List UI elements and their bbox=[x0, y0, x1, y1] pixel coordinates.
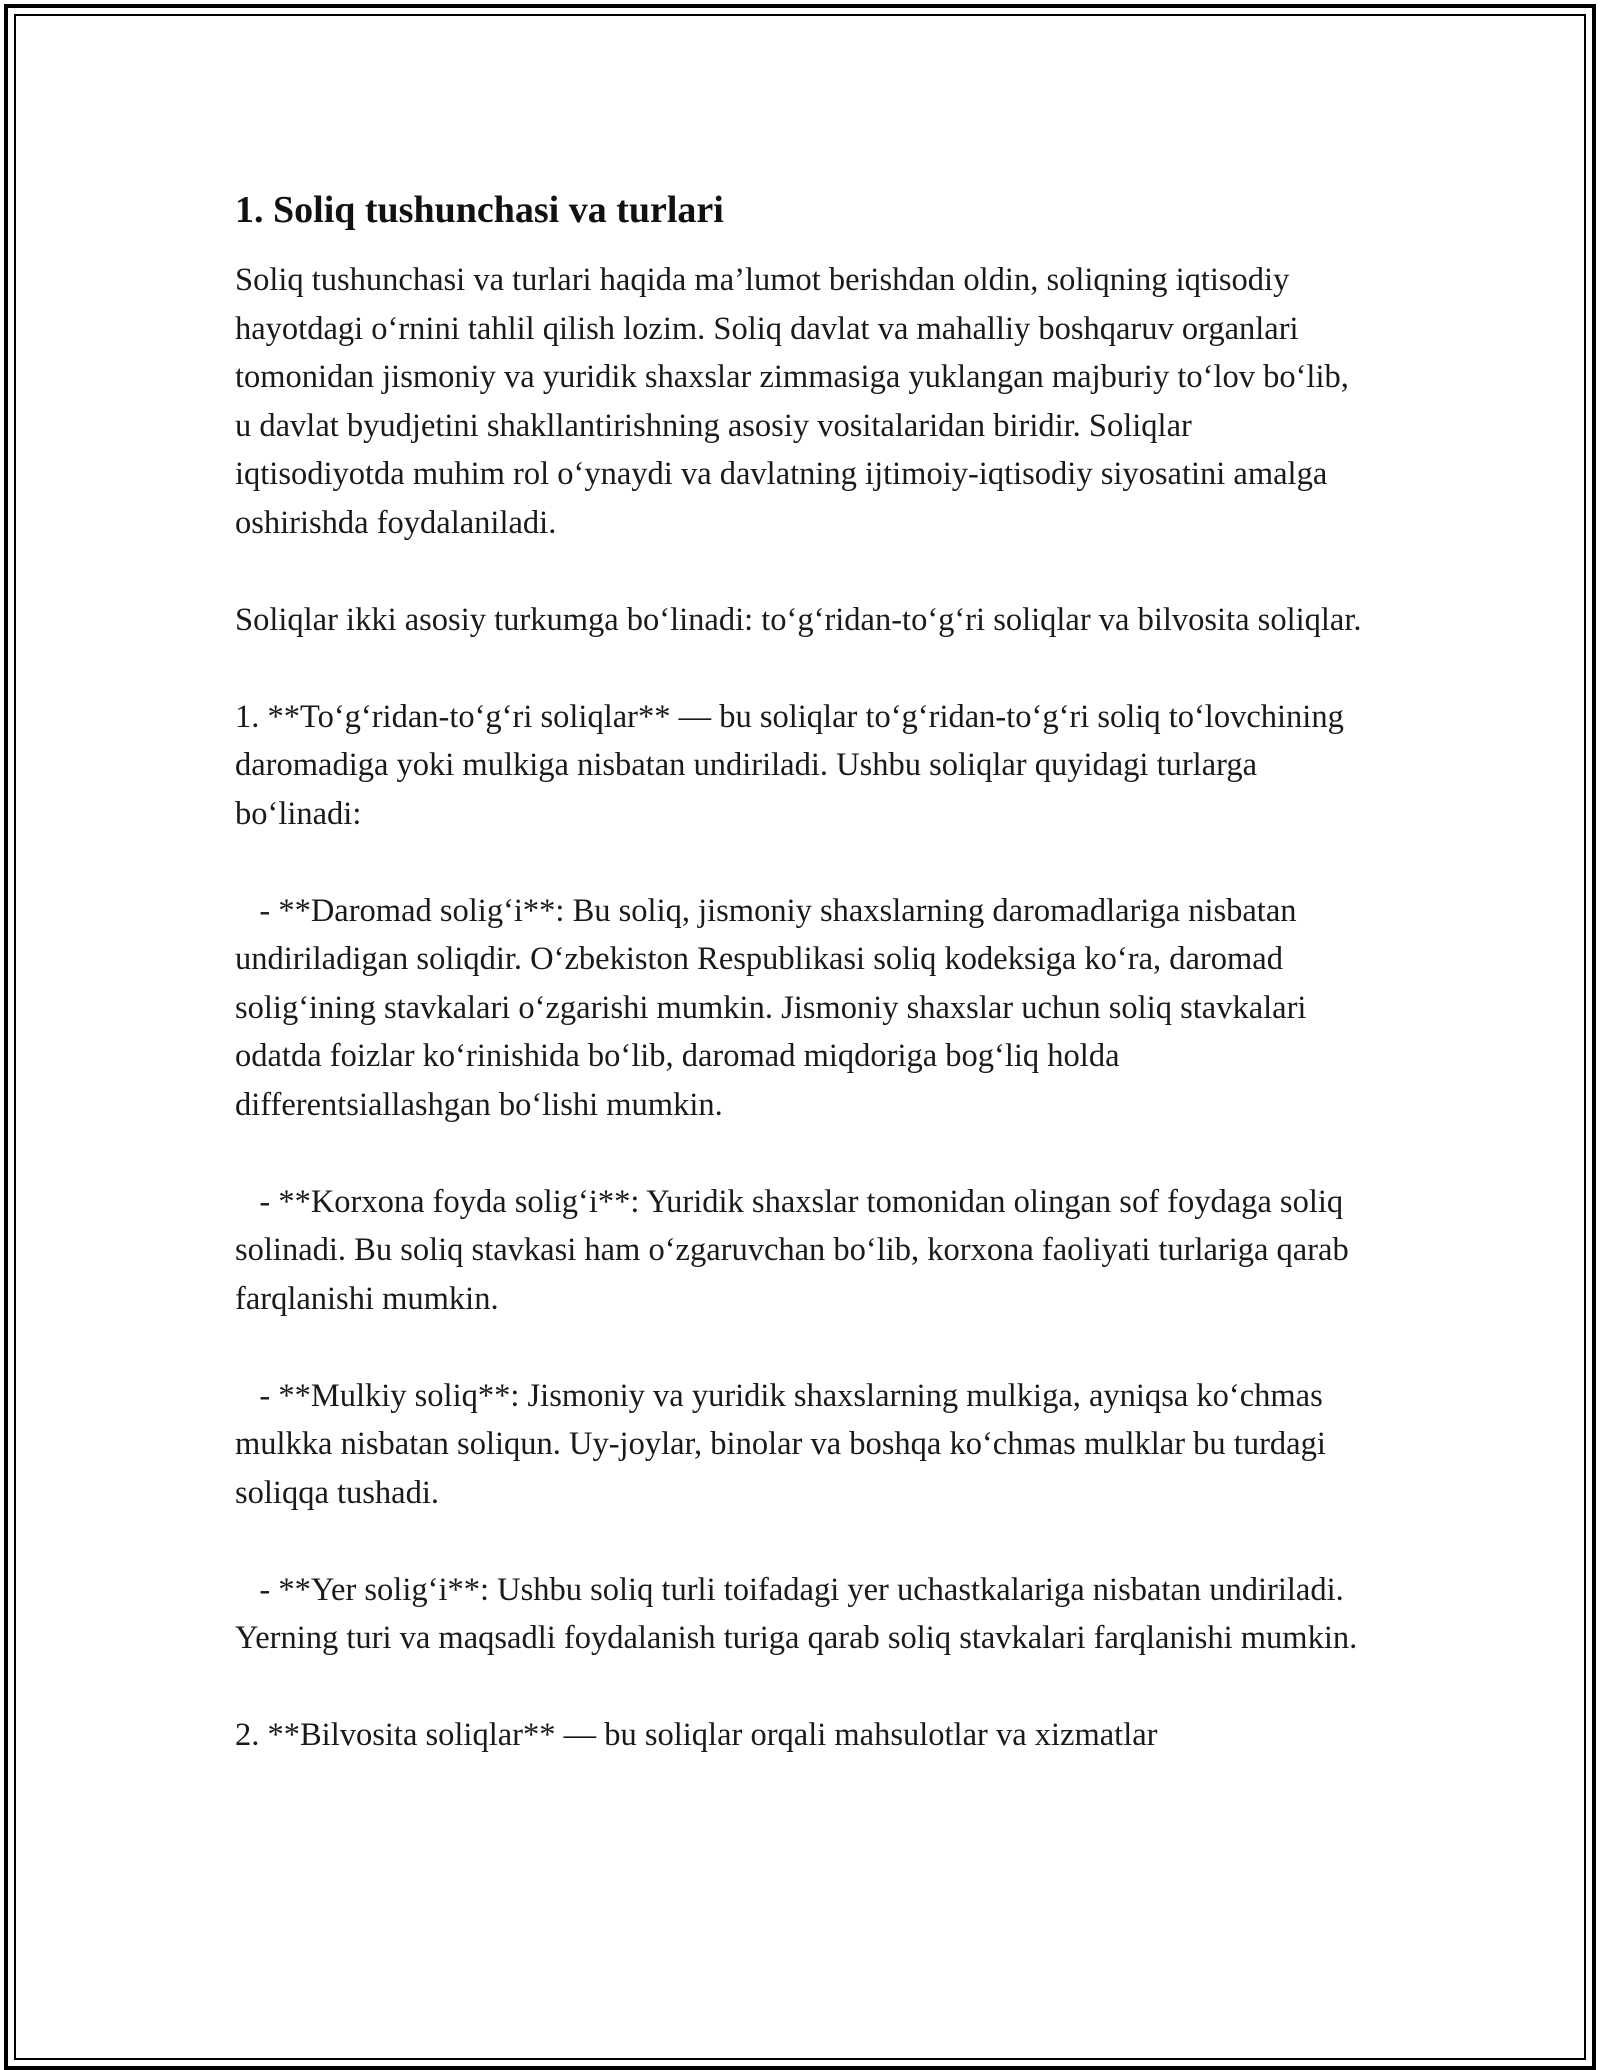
paragraph-direct-taxes: 1. **To‘g‘ridan-to‘g‘ri soliqlar** — bu soliqlar to‘g‘ridan-to‘g‘ri soliq to‘lovchining daromadiga yoki mulkiga nisbatan undiriladi. Ushbu soliqlar quyidagi turlarga bo‘linadi: bbox=[235, 698, 1352, 832]
paragraph-land-tax: - **Yer solig‘i**: Ushbu soliq turli toifadagi yer uchastkalariga nisbatan undiriladi. Yerning turi va maqsadli foydalanish turiga qarab soliq stavkalari farqlanishi mumkin. bbox=[235, 1571, 1358, 1656]
section-heading: 1. Soliq tushunchasi va turlari bbox=[235, 189, 724, 231]
paragraph-property-tax: - **Mulkiy soliq**: Jismoniy va yuridik shaxslarning mulkiga, ayniqsa ko‘chmas mulkka nisbatan soliqun. Uy-joylar, binolar va boshqa ko‘chmas mulklar bu turdagi soliqqa tushadi. bbox=[235, 1377, 1334, 1511]
paragraph-profit-tax: - **Korxona foyda solig‘i**: Yuridik shaxslar tomonidan olingan sof foydaga soliq solinadi. Bu soliq stavkasi ham o‘zgaruvchan bo‘lib, korxona faoliyati turlariga qarab farqlanishi mumkin. bbox=[235, 1183, 1357, 1317]
paragraph-categories: Soliqlar ikki asosiy turkumga bo‘linadi: to‘g‘ridan-to‘g‘ri soliqlar va bilvosita soliqlar. bbox=[235, 601, 1362, 638]
paragraph-indirect-taxes: 2. **Bilvosita soliqlar** — bu soliqlar orqali mahsulotlar va xizmatlar bbox=[235, 1717, 1158, 1753]
document-body bbox=[235, 186, 1365, 1760]
paragraph-intro: Soliq tushunchasi va turlari haqida ma’lumot berishdan oldin, soliqning iqtisodiy hayotdagi o‘rnini tahlil qilish lozim. Soliq davlat va mahalliy boshqaruv organlari tomonidan jismoniy va yuridik shaxslar zimmasiga yuklangan majburiy to‘lov bo‘lib, u davlat byudjetini shakllantirishning asosiy vositalaridan biridir. Soliqlar iqtisodiyotda muhim rol o‘ynaydi va davlatning ijtimoiy-iqtisodiy siyosatini amalga oshirishda foydalaniladi. bbox=[235, 262, 1357, 541]
paragraph-income-tax: - **Daromad solig‘i**: Bu soliq, jismoniy shaxslarning daromadlariga nisbatan undiriladigan soliqdir. O‘zbekiston Respublikasi soliq kodeksiga ko‘ra, daromad solig‘ining stavkalari o‘zgarishi mumkin. Jismoniy shaxslar uchun soliq stavkalari odatda foizlar ko‘rinishida bo‘lib, daromad miqdoriga bog‘liq holda differentsiallashgan bo‘lishi mumkin. bbox=[235, 892, 1315, 1123]
